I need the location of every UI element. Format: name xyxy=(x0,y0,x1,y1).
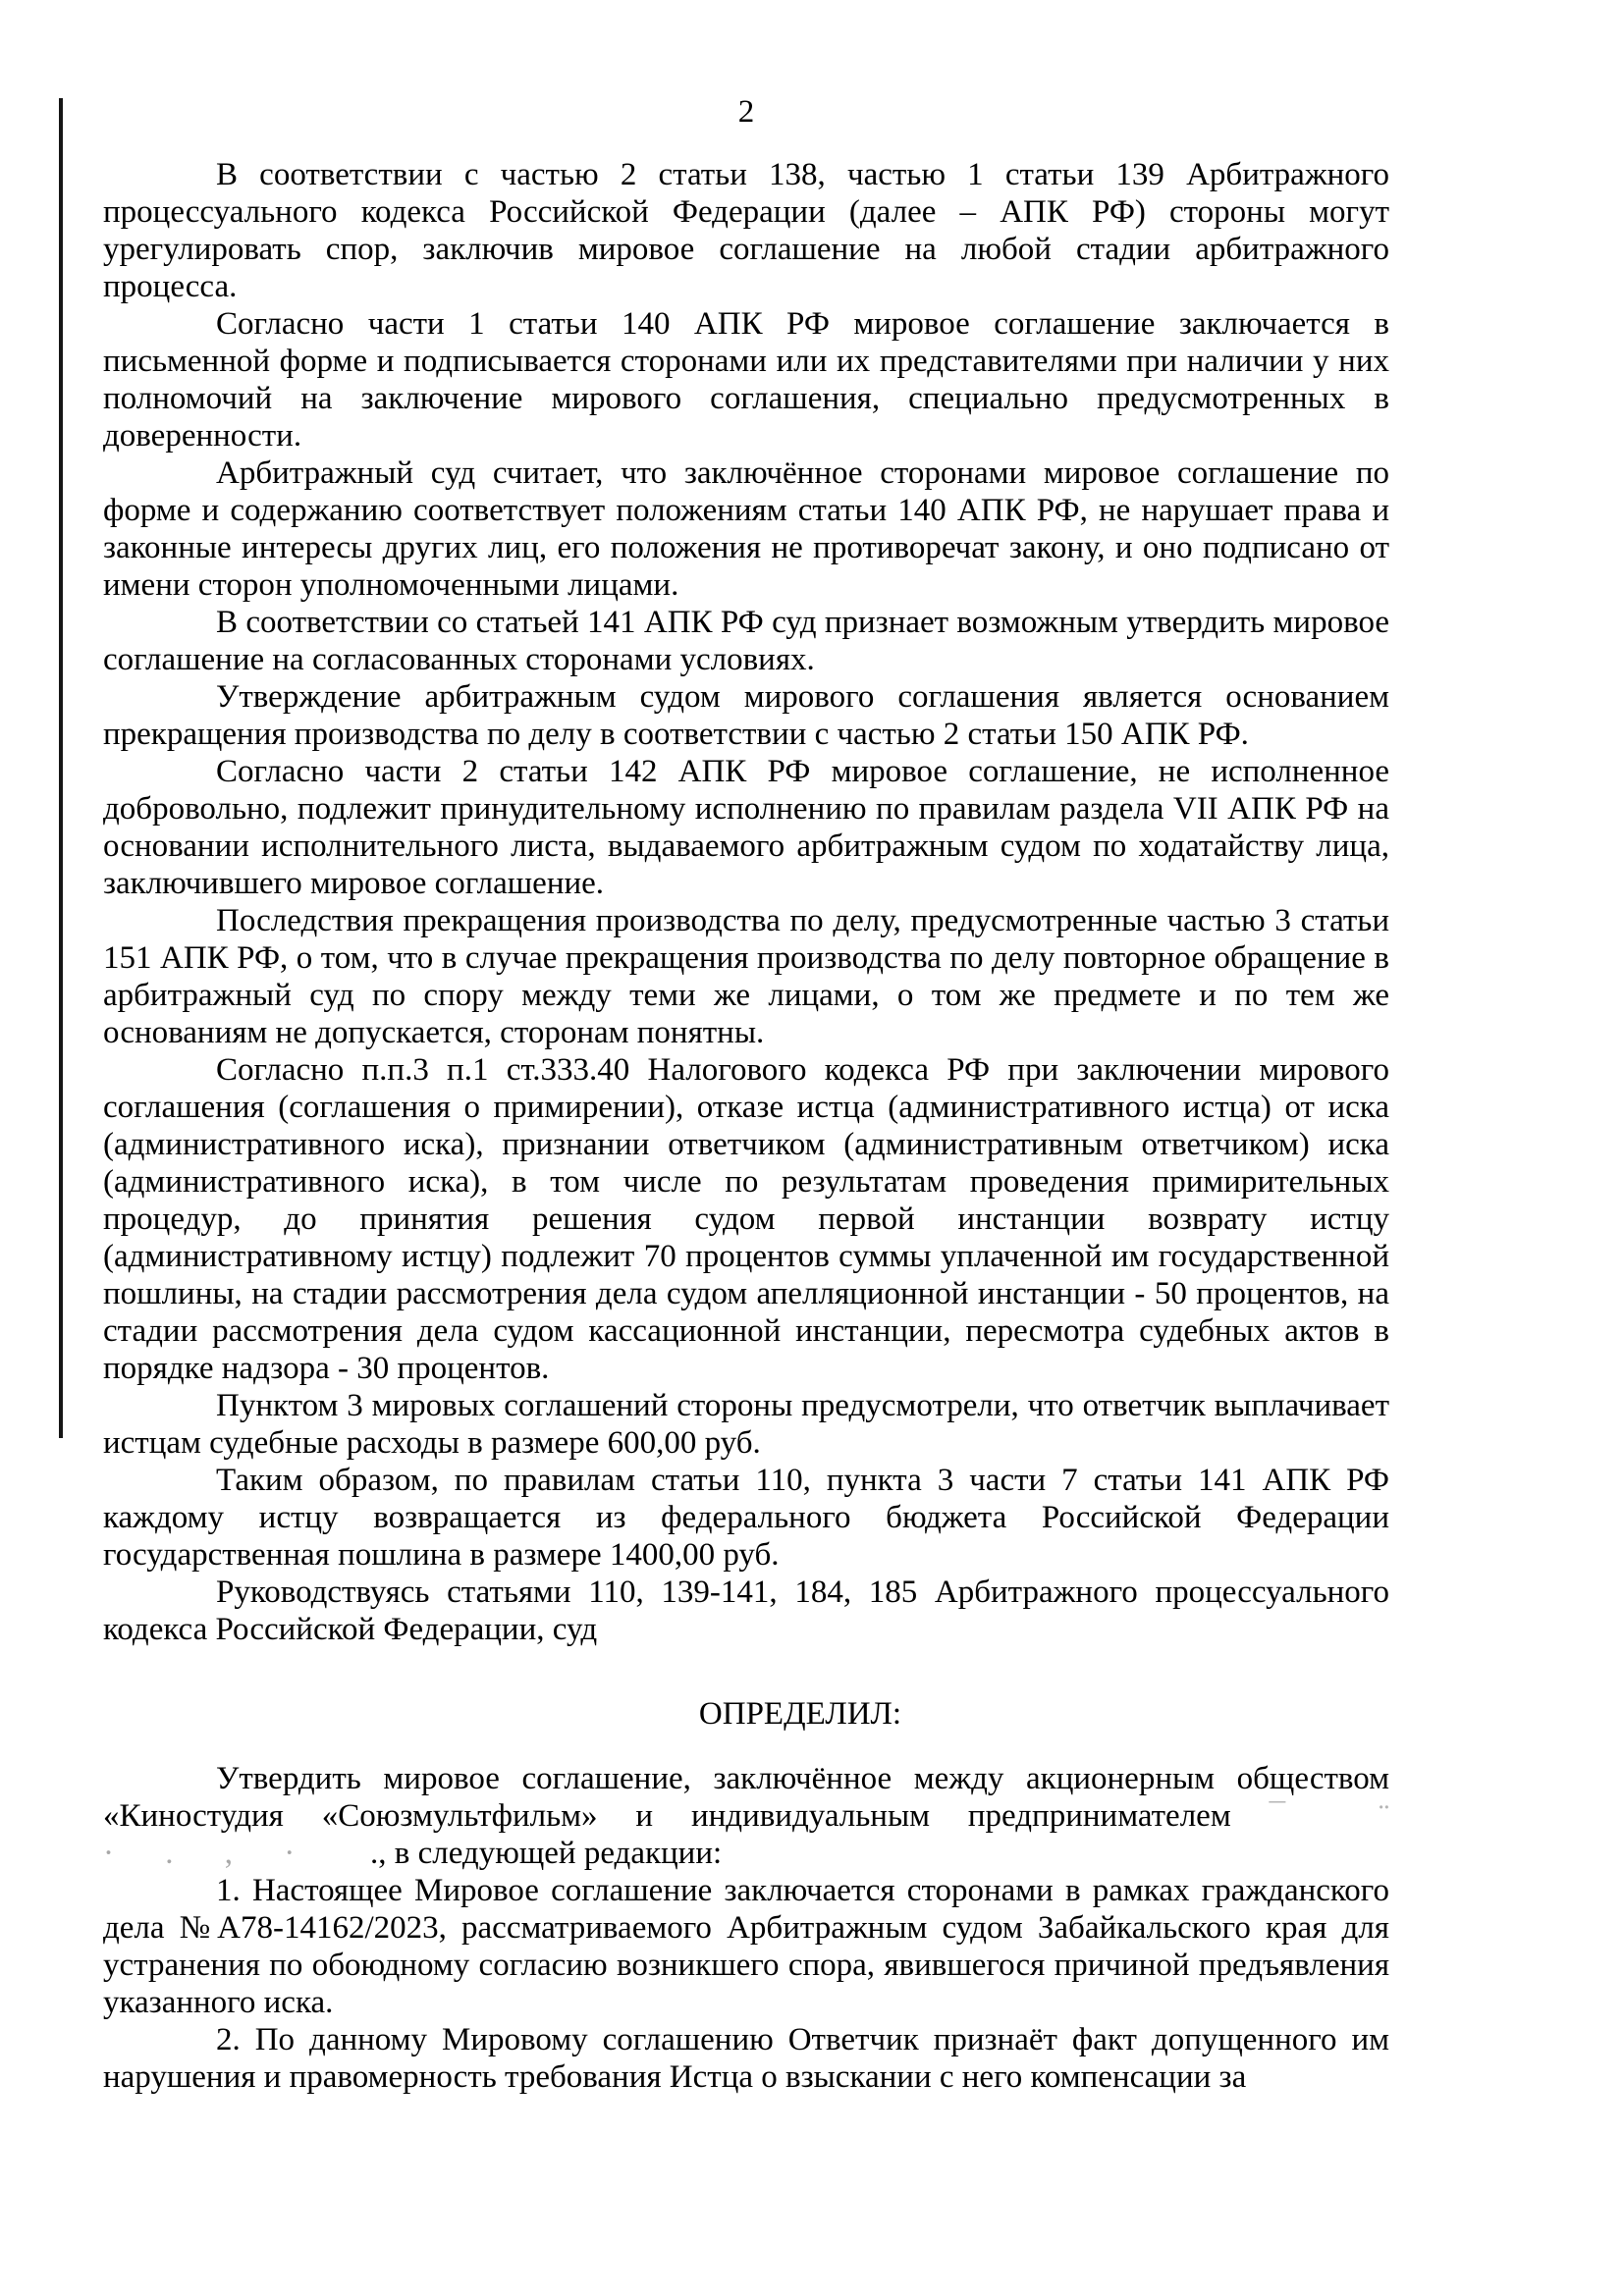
paragraph-apk-138-139: В соответствии с частью 2 статьи 138, частью 1 статьи 139 Арбитражного процессуального кодекса Российской Федерации (далее – АПК РФ) стороны могут урегулировать спор, заключив мировое соглашение на любой стадии арбитражного процесса. xyxy=(103,157,1389,304)
document-content xyxy=(103,93,1389,2096)
resolution-intro-line-3 xyxy=(103,1835,1389,1872)
resolution-intro-line-2 xyxy=(103,1797,1389,1835)
settlement-item-1: 1. Настоящее Мировое соглашение заключается сторонами в рамках гражданского дела №А78-14162/2023, рассматриваемого Арбитражным судом Забайкальского края для устранения по обоюдному согласию возникшего спора, явившегося причиной предъявления указанного иска. xyxy=(103,1873,1389,2020)
redacted-text: ¯ ¨ xyxy=(1269,1798,1389,1834)
resolution-intro-line-1: Утвердить мировое соглашение, заключённое между акционерным обществом xyxy=(216,1761,1389,1796)
paragraph-apk-150: Утверждение арбитражным судом мирового соглашения является основанием прекращения производства по делу в соответствии с частью 2 статьи 150 АПК РФ. xyxy=(103,679,1389,752)
paragraph-court-opinion: Арбитражный суд считает, что заключённое сторонами мировое соглашение по форме и содержанию соответствует положениям статьи 140 АПК РФ, не нарушает права и законные интересы других лиц, его положения не противоречат закону, и оно подписано от имени сторон уполномоченными лицами. xyxy=(103,455,1389,603)
resolution-intro-line-2-text: «Киностудия «Союзмультфильм» и индивидуальным предпринимателем xyxy=(103,1798,1231,1834)
resolution-intro-line-3-text: ., в следующей редакции: xyxy=(370,1836,723,1871)
paragraph-court-costs: Пунктом 3 мировых соглашений стороны предусмотрели, что ответчик выплачивает истцам судебные расходы в размере 600,00 руб. xyxy=(103,1388,1389,1461)
resolution-heading: ОПРЕДЕЛИЛ: xyxy=(698,1696,902,1732)
paragraph-tax-code-333-40: Согласно п.п.3 п.1 ст.333.40 Налогового кодекса РФ при заключении мирового соглашения (соглашения о примирении), отказе истца (административного истца) от иска (административного иска), признании ответчиком (административным ответчиком) иска (административного иска), в том числе по результатам проведения примирительных процедур, до принятия решения судом первой инстанции возврату истцу (административному истцу) подлежит 70 процентов суммы уплаченной им государственной пошлины, на стадии рассмотрения дела судом апелляционной инстанции - 50 процентов, на стадии рассмотрения дела судом кассационной инстанции, пересмотра судебных актов в порядке надзора - 30 процентов. xyxy=(103,1052,1389,1386)
page-number: 2 xyxy=(737,94,755,130)
paragraph-apk-140: Согласно части 1 статьи 140 АПК РФ мировое соглашение заключается в письменной форме и подписывается сторонами или их представителями при наличии у них полномочий на заключение мирового соглашения, специально предусмотренных в доверенности. xyxy=(103,306,1389,454)
paragraph-guided-by: Руководствуясь статьями 110, 139-141, 184, 185 Арбитражного процессуального кодекса Российской Федерации, суд xyxy=(103,1575,1389,1647)
paragraph-state-fee-refund: Таким образом, по правилам статьи 110, пункта 3 части 7 статьи 141 АПК РФ каждому истцу возвращается из федерального бюджета Российской Федерации государственная пошлина в размере 1400,00 руб. xyxy=(103,1463,1389,1573)
resolution-intro xyxy=(103,1760,1389,1872)
scan-artifact-line xyxy=(59,98,63,1438)
redacted-text: · . , · xyxy=(103,1836,298,1871)
paragraph-apk-141: В соответствии со статьей 141 АПК РФ суд признает возможным утвердить мировое соглашение на согласованных сторонами условиях. xyxy=(103,605,1389,677)
paragraph-apk-151: Последствия прекращения производства по делу, предусмотренные частью 3 статьи 151 АПК РФ, о том, что в случае прекращения производства по делу повторное обращение в арбитражный суд по спору между теми же лицами, о том же предмете и по тем же основаниям не допускается, сторонам понятны. xyxy=(103,903,1389,1050)
paragraph-apk-142: Согласно части 2 статьи 142 АПК РФ мировое соглашение, не исполненное добровольно, подлежит принудительному исполнению по правилам раздела VII АПК РФ на основании исполнительного листа, выдаваемого арбитражным судом по ходатайству лица, заключившего мировое соглашение. xyxy=(103,754,1389,901)
settlement-item-2: 2. По данному Мировому соглашению Ответчик признаёт факт допущенного им нарушения и правомерность требования Истца о взыскании с него компенсации за xyxy=(103,2022,1389,2095)
